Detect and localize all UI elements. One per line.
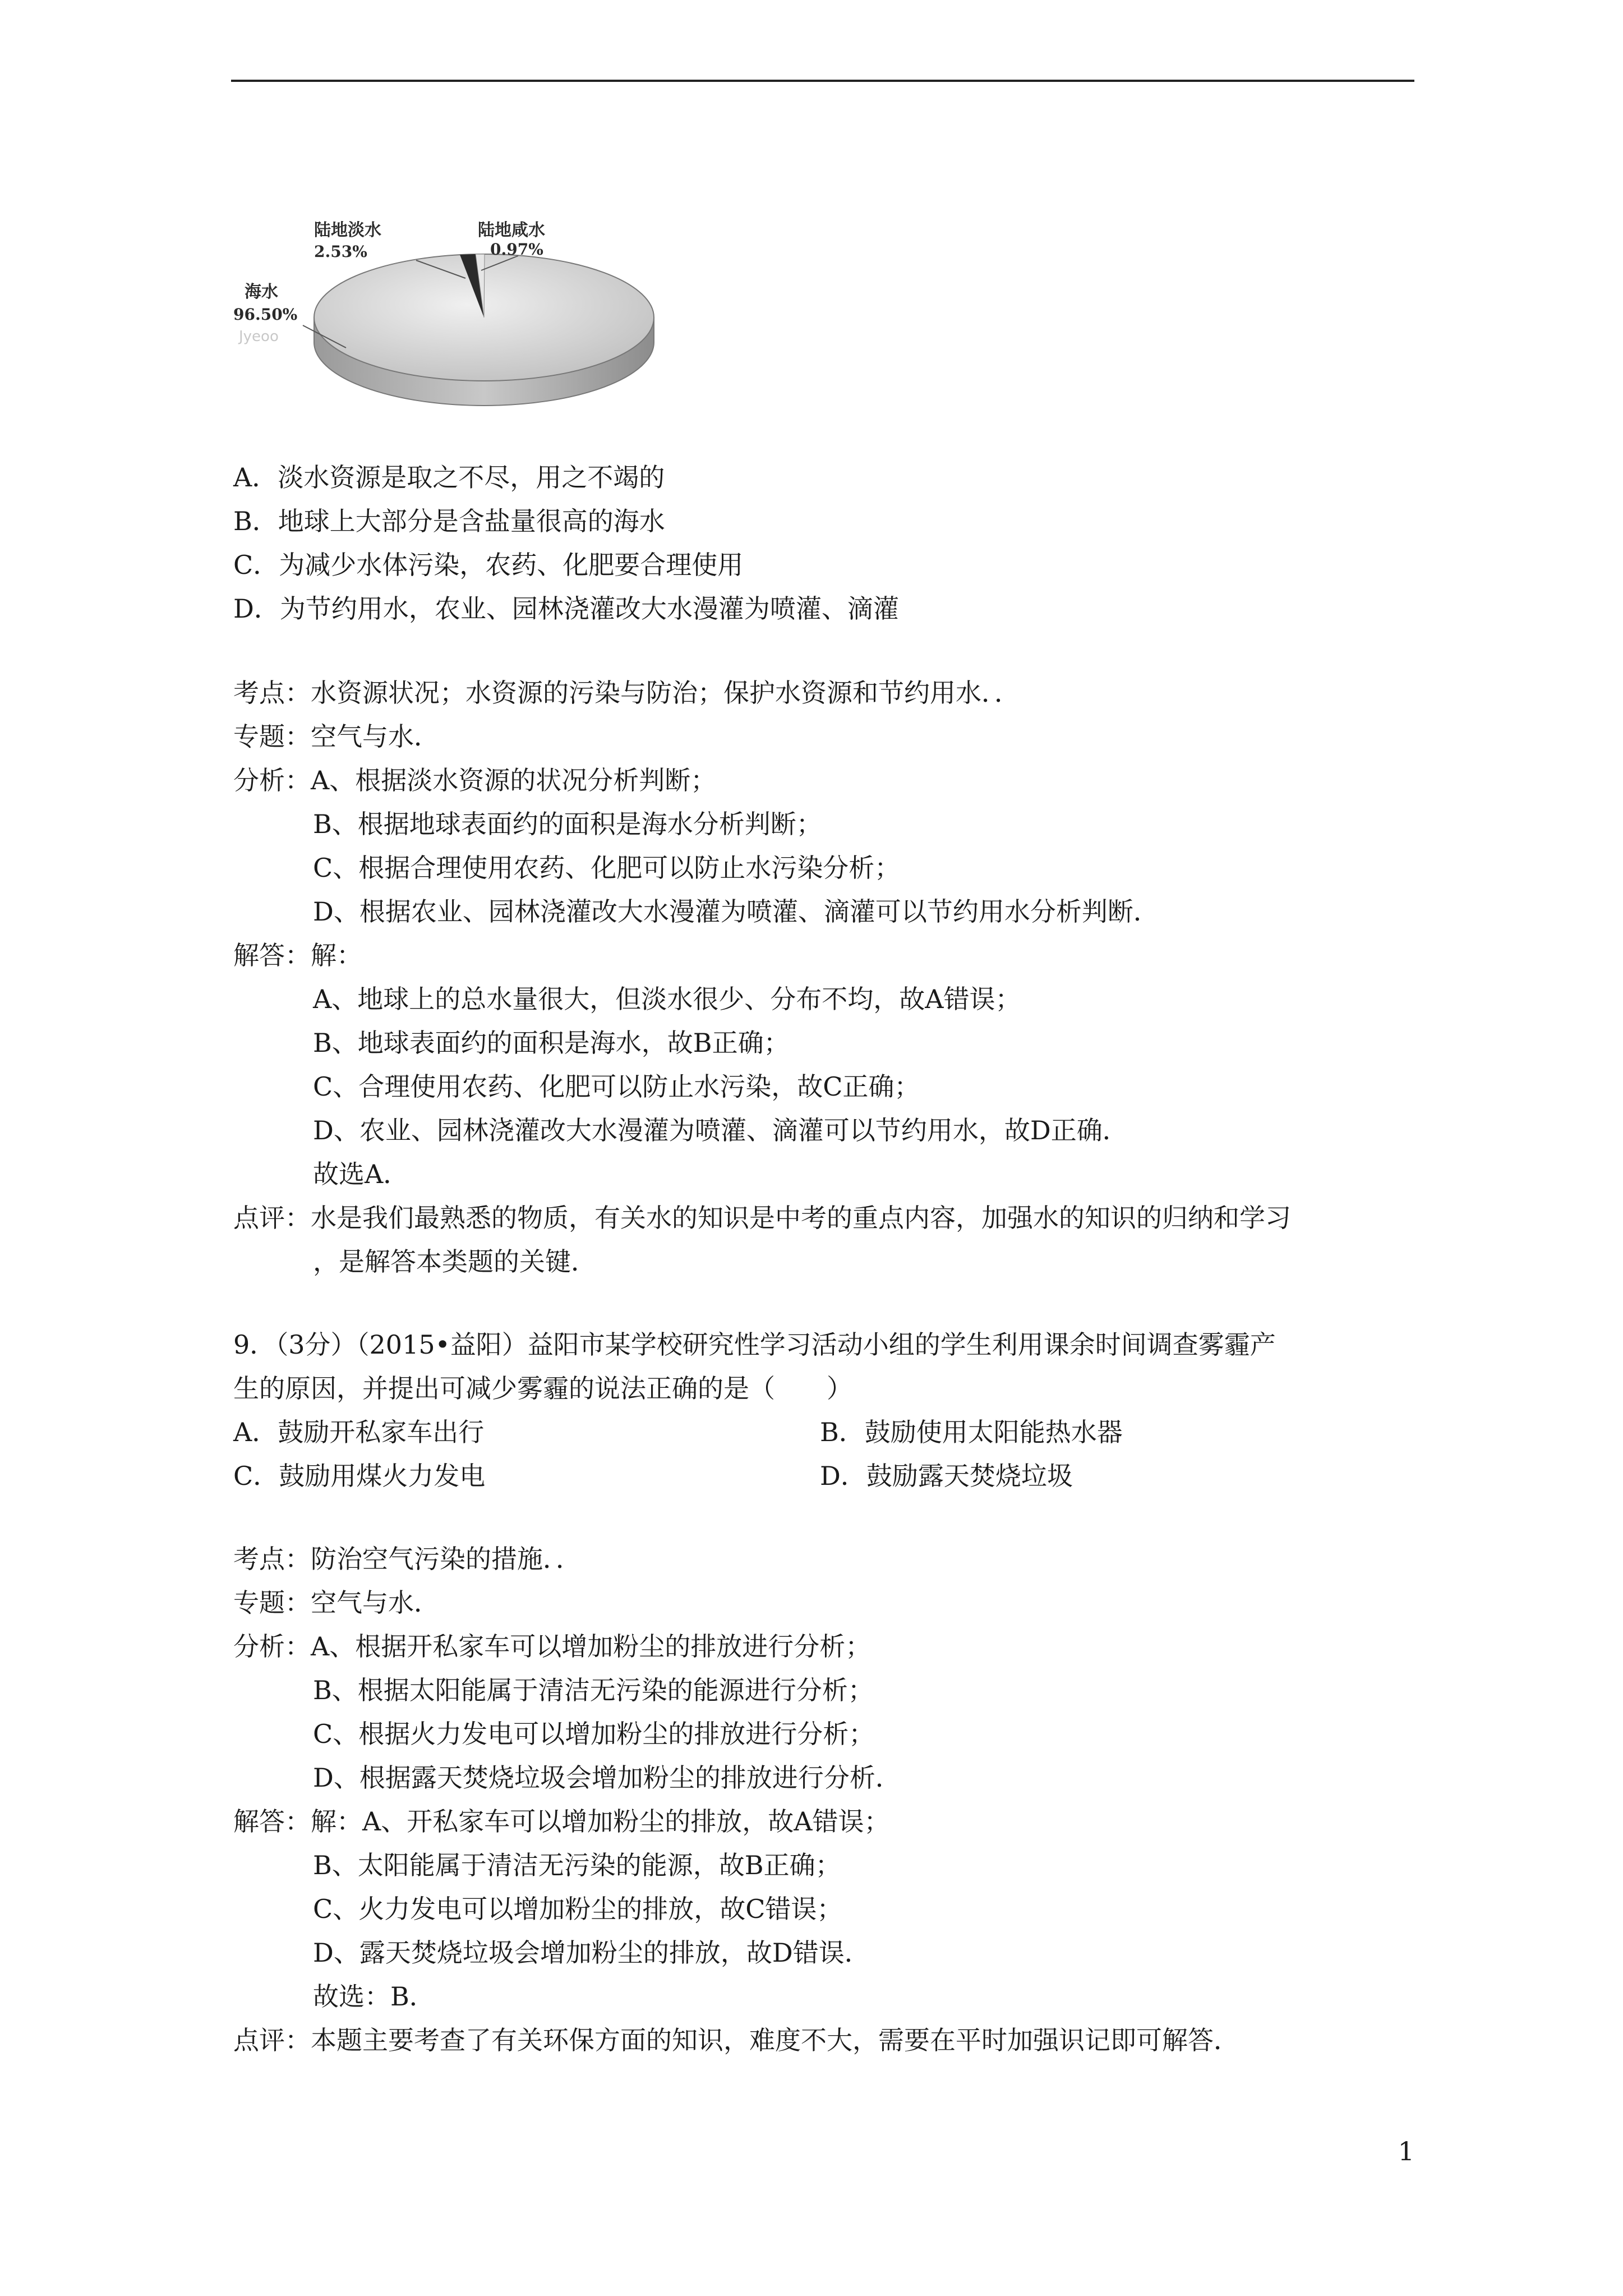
q8-option-b: B．地球上大部分是含盐量很高的海水 <box>233 506 665 536</box>
q9-zhuanti: 专题：空气与水． <box>233 1588 440 1618</box>
q8-dianping-1: ，是解答本类题的关键． <box>313 1246 597 1277</box>
q9-jieda-2: C、火力发电可以增加粉尘的排放，故C错误； <box>313 1894 843 1924</box>
q9-jieda-1: B、太阳能属于清洁无污染的能源，故B正确； <box>313 1850 841 1880</box>
q8-fenxi-2: C、根据合理使用农药、化肥可以防止水污染分析； <box>313 853 901 883</box>
q8-fenxi-0: 分析：A、根据淡水资源的状况分析判断； <box>233 765 717 795</box>
water-distribution-pie-chart <box>231 208 736 432</box>
q8-option-a: A．淡水资源是取之不尽，用之不竭的 <box>233 462 665 493</box>
pie-svg <box>231 208 736 432</box>
q8-fenxi-3: D、根据农业、园林浇灌改大水漫灌为喷灌、滴灌可以节约用水分析判断． <box>313 896 1159 927</box>
q8-jieda-5: 故选A． <box>313 1159 409 1189</box>
label-salt-value: 0.97% <box>490 240 543 259</box>
q8-kaodian: 考点：水资源状况；水资源的污染与防治；保护水资源和节约用水．． <box>233 678 1020 708</box>
q8-jieda-3: C、合理使用农药、化肥可以防止水污染，故C正确； <box>313 1071 920 1102</box>
q8-zhuanti: 专题：空气与水． <box>233 721 440 752</box>
q9-jieda-3: D、露天焚烧垃圾会增加粉尘的排放，故D错误． <box>313 1938 870 1968</box>
q8-fenxi-1: B、根据地球表面约的面积是海水分析判断； <box>313 809 822 839</box>
q9-option-c: C．鼓励用煤火力发电 <box>233 1461 486 1491</box>
label-fresh-name: 陆地淡水 <box>314 220 381 240</box>
header-rule <box>231 80 1414 82</box>
q9-jieda-4: 故选：B． <box>313 1981 435 2012</box>
label-sea-value: 96.50% <box>233 305 298 324</box>
q9-stem-1: 生的原因，并提出可减少雾霾的说法正确的是（ ） <box>233 1373 852 1404</box>
label-salt-name: 陆地咸水 <box>478 220 545 240</box>
q9-dianping: 点评：本题主要考查了有关环保方面的知识，难度不大，需要在平时加强识记即可解答． <box>233 2025 1239 2055</box>
page-number: 1 <box>1398 2136 1414 2166</box>
label-fresh-value: 2.53% <box>314 242 367 261</box>
q8-jieda-2: B、地球表面约的面积是海水，故B正确； <box>313 1028 790 1058</box>
q8-option-c: C．为减少水体污染，农药、化肥要合理使用 <box>233 550 744 580</box>
q9-fenxi-1: B、根据太阳能属于清洁无污染的能源进行分析； <box>313 1675 874 1705</box>
watermark: Jyeoo <box>239 328 279 345</box>
q9-option-b: B．鼓励使用太阳能热水器 <box>820 1417 1123 1447</box>
q8-option-d: D．为节约用水，农业、园林浇灌改大水漫灌为喷灌、滴灌 <box>233 593 899 624</box>
q9-fenxi-2: C、根据火力发电可以增加粉尘的排放进行分析； <box>313 1719 875 1749</box>
q9-fenxi-3: D、根据露天焚烧垃圾会增加粉尘的排放进行分析． <box>313 1763 901 1793</box>
q8-jieda-1: A、地球上的总水量很大，但淡水很少、分布不均，故A错误； <box>313 984 1021 1014</box>
label-sea-name: 海水 <box>245 282 278 302</box>
q9-option-a: A．鼓励开私家车出行 <box>233 1417 485 1447</box>
q9-jieda-0: 解答：解：A、开私家车可以增加粉尘的排放，故A错误； <box>233 1806 890 1837</box>
q8-jieda-4: D、农业、园林浇灌改大水漫灌为喷灌、滴灌可以节约用水，故D正确． <box>313 1115 1128 1145</box>
q9-fenxi-0: 分析：A、根据开私家车可以增加粉尘的排放进行分析； <box>233 1631 872 1662</box>
q8-dianping-0: 点评：水是我们最熟悉的物质，有关水的知识是中考的重点内容，加强水的知识的归纳和学习 <box>233 1203 1291 1233</box>
q8-jieda-0: 解答：解： <box>233 940 362 970</box>
q9-stem-0: 9．（3分）（2015•益阳）益阳市某学校研究性学习活动小组的学生利用课余时间调查雾霾产 <box>233 1329 1276 1360</box>
q9-option-d: D．鼓励露天焚烧垃圾 <box>820 1461 1073 1491</box>
q9-kaodian: 考点：防治空气污染的措施．． <box>233 1544 582 1574</box>
